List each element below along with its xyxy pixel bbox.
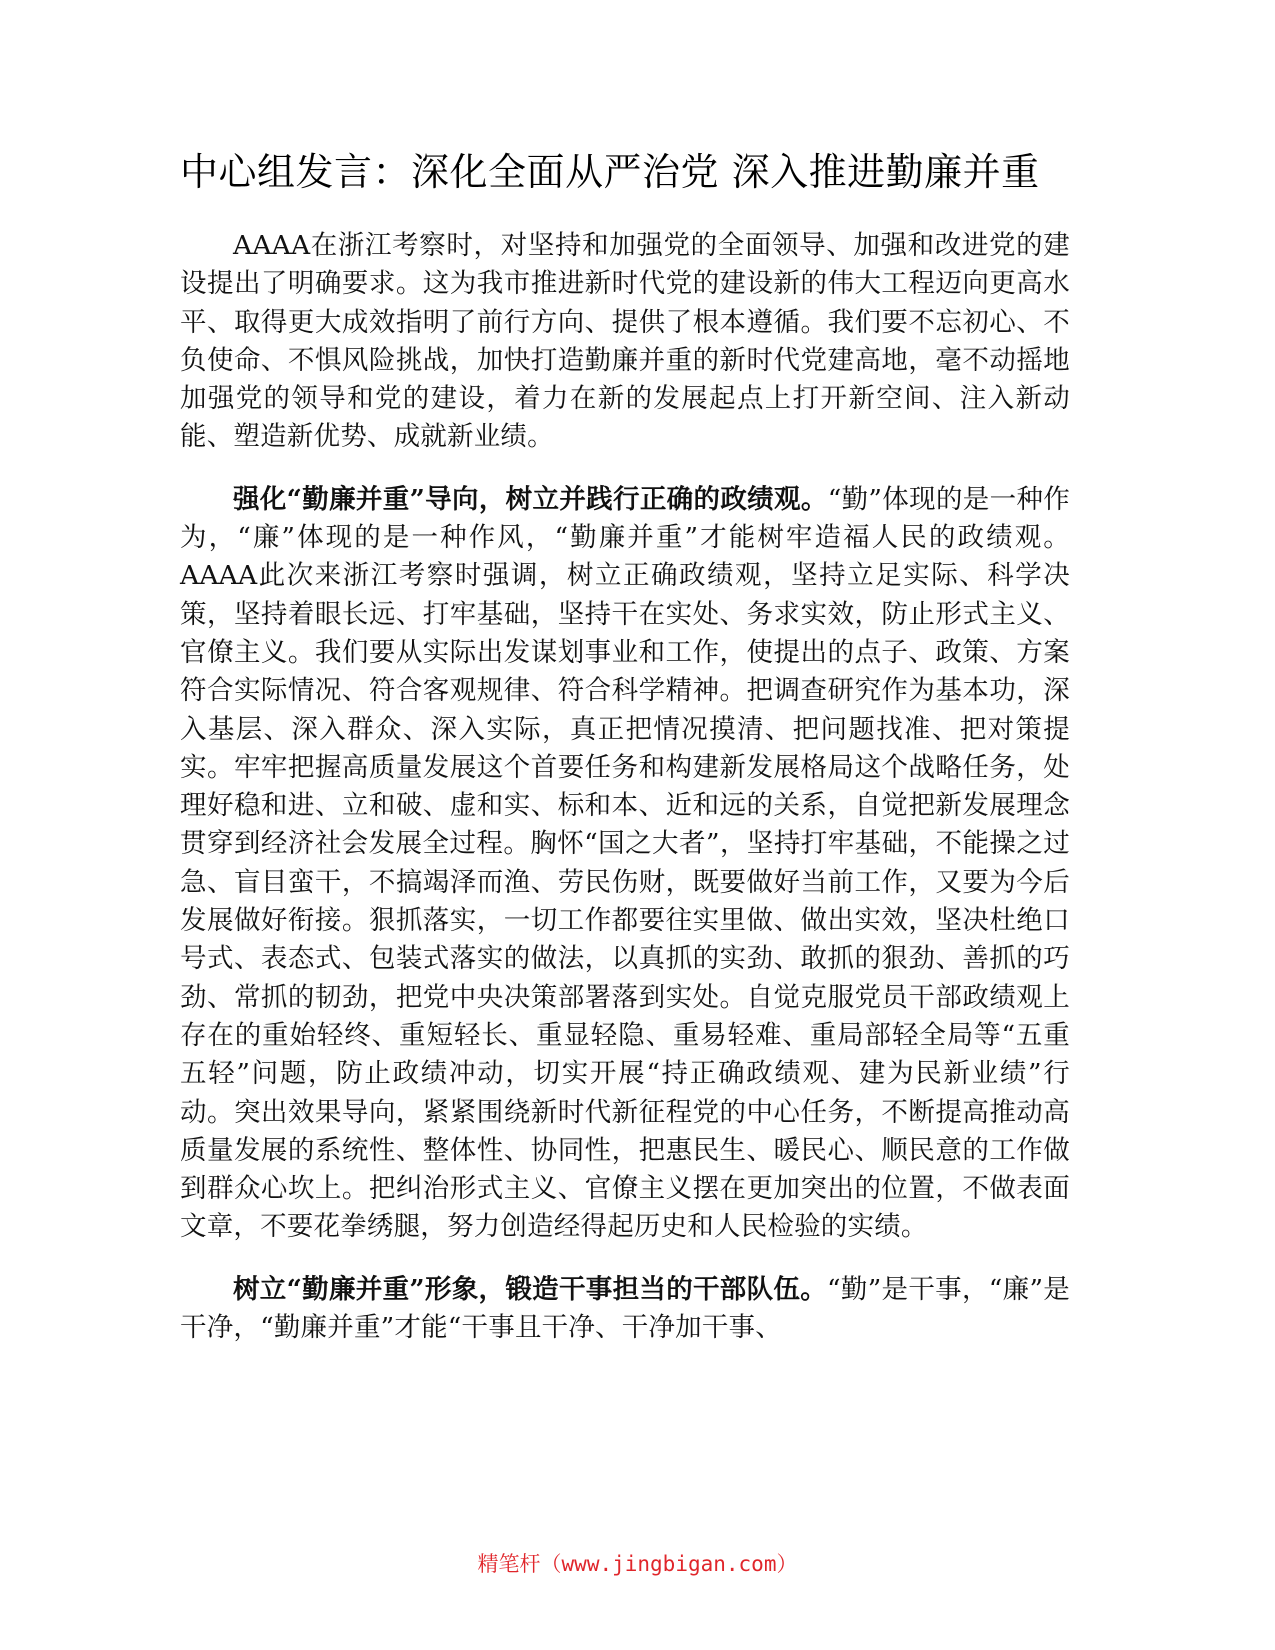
paragraph-intro bbox=[180, 227, 1070, 457]
paragraph-text: “勤”是干事，“廉”是干净，“勤廉并重”才能“干事且干净、干净加干事、 bbox=[180, 1273, 1071, 1344]
paragraph-lead: 树立“勤廉并重”形象，锻造干事担当的干部队伍。 bbox=[233, 1273, 828, 1305]
paragraph-section-2 bbox=[180, 1271, 1070, 1348]
paragraph-section-1 bbox=[180, 481, 1070, 1247]
paragraph-text: AAAA在浙江考察时，对坚持和加强党的全面领导、加强和改进党的建设提出了明确要求。这为我市推进新时代党的建设新的伟大工程迈向更高水平、取得更大成效指明了前行方向、提供了根本遵循。我们要不忘初心、不负使命、不惧风险挑战，加快打造勤廉并重的新时代党建高地，毫不动摇地加强党的领导和党的建设，着力在新的发展起点上打开新空间、注入新动能、塑造新优势、成就新业绩。 bbox=[180, 230, 1070, 453]
document-title: 中心组发言：深化全面从严治党 深入推进勤廉并重 bbox=[180, 150, 1040, 194]
paragraph-lead: 强化“勤廉并重”导向，树立并践行正确的政绩观。 bbox=[233, 483, 828, 515]
paragraph-text: “勤”体现的是一种作为，“廉”体现的是一种作风，“勤廉并重”才能树牢造福人民的政绩观。AAAA此次来浙江考察时强调，树立正确政绩观，坚持立足实际、科学决策，坚持着眼长远、打牢基础，坚持干在实处、务求实效，防止形式主义、官僚主义。我们要从实际出发谋划事业和工作，使提出的点子、政策、方案符合实际情况、符合客观规律、符合科学精神。把调查研究作为基本功，深入基层、深入群众、深入实际，真正把情况摸清、把问题找准、把对策提实。牢牢把握高质量发展这个首要任务和构建新发展格局这个战略任务，处理好稳和进、立和破、虚和实、标和本、近和远的关系，自觉把新发展理念贯穿到经济社会发展全过程。胸怀“国之大者”，坚持打牢基础，不能操之过急、盲目蛮干，不搞竭泽而渔、劳民伤财，既要做好当前工作，又要为今后发展做好衔接。狠抓落实，一切工作都要往实里做、做出实效，坚决杜绝口号式、表态式、包装式落实的做法，以真抓的实劲、敢抓的狠劲、善抓的巧劲、常抓的韧劲，把党中央决策部署落到实处。自觉克服党员干部政绩观上存在的重始轻终、重短轻长、重显轻隐、重易轻难、重局部轻全局等“五重五轻”问题，防止政绩冲动，切实开展“持正确政绩观、建为民新业绩”行动。突出效果导向，紧紧围绕新时代新征程党的中心任务，不断提高推动高质量发展的系统性、整体性、协同性，把惠民生、暖民心、顺民意的工作做到群众心坎上。把纠治形式主义、官僚主义摆在更加突出的位置，不做表面文章，不要花拳绣腿，努力创造经得起历史和人民检验的实绩。 bbox=[180, 483, 1070, 1243]
document-body bbox=[180, 145, 1070, 1371]
footer-watermark: 精笔杆（www.jingbigan.com） bbox=[477, 1552, 798, 1576]
